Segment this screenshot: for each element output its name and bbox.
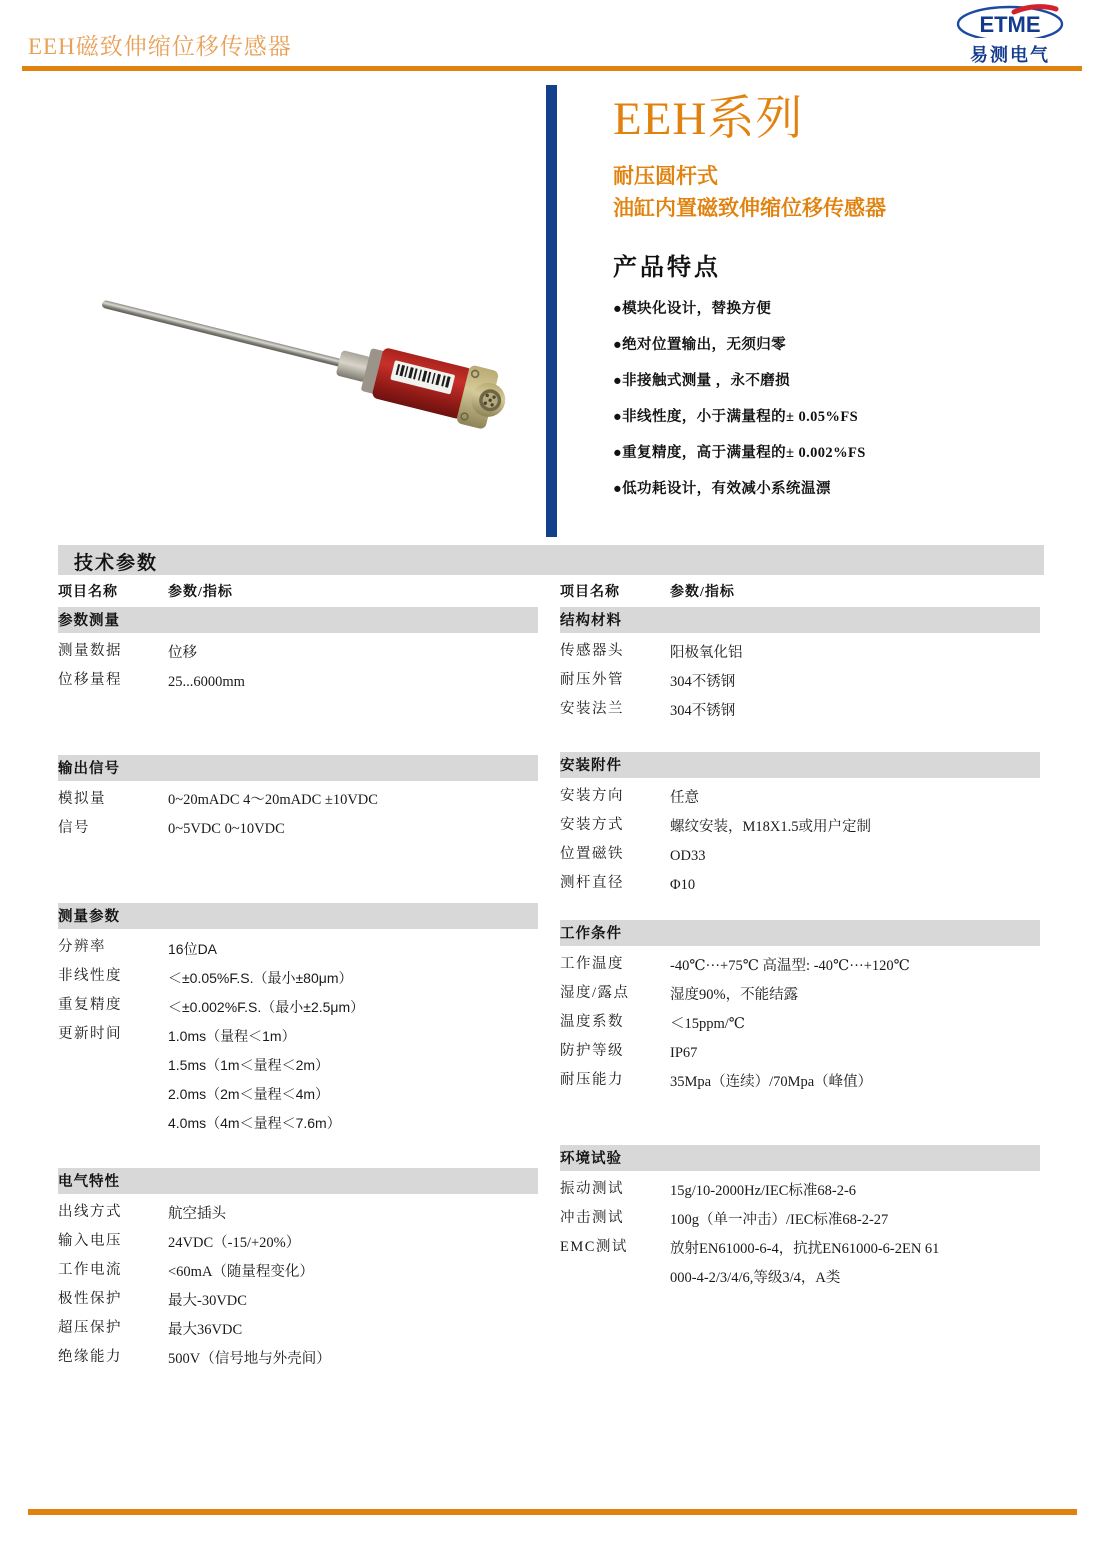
spec-section-band: [58, 1168, 538, 1194]
spec-row-label: 防护等级: [560, 1043, 624, 1059]
spec-rows: [560, 946, 1040, 1097]
spec-rows: [560, 778, 1040, 900]
spec-row-label: 位移量程: [58, 672, 122, 688]
spec-row-label: 工作温度: [560, 956, 624, 972]
left-sections-container: [58, 607, 538, 1374]
column-header-name: 项目名称: [560, 585, 620, 600]
spec-row-value: 1.5ms（1m＜量程＜2m）: [168, 1057, 330, 1073]
spec-section: [58, 903, 538, 1138]
spec-row-value: 最大36VDC: [168, 1322, 243, 1338]
spec-row-value: 0~5VDC 0~10VDC: [168, 821, 285, 837]
spec-row-value: -40℃···+75℃ 高温型: -40℃···+120℃: [670, 958, 910, 974]
spec-row-value: 15g/10-2000Hz/IEC标准68-2-6: [670, 1183, 857, 1199]
feature-item: ●重复精度，高于满量程的± 0.002%FS: [613, 444, 866, 461]
vertical-divider: [546, 85, 557, 537]
spec-row-values: [670, 1010, 1040, 1039]
section-spacer: [58, 697, 538, 755]
logo-brand-text: ETME: [979, 12, 1041, 37]
spec-row: [560, 842, 1040, 871]
subtitle-line-2: 油缸内置磁致伸缩位移传感器: [613, 196, 886, 221]
spec-section-title: 环境试验: [560, 1151, 622, 1167]
spec-row-label: 分辨率: [58, 939, 106, 955]
spec-row: [560, 981, 1040, 1010]
section-spacer: [560, 900, 1040, 920]
spec-row-values: [168, 639, 538, 668]
product-subtitle: [613, 160, 1083, 225]
spec-row: [58, 993, 538, 1022]
spec-section-band: [58, 607, 538, 633]
spec-row-values: [670, 813, 1040, 842]
hero-text-block: [613, 94, 1083, 498]
spec-row: [560, 952, 1040, 981]
specs-title: 技术参数: [74, 553, 159, 574]
spec-rows: [58, 1194, 538, 1374]
spec-section: [58, 607, 538, 697]
specs-column-left: [58, 581, 538, 1374]
spec-row-label: 更新时间: [58, 1026, 122, 1042]
spec-row-value: ＜15ppm/℃: [670, 1016, 746, 1032]
spec-row-label: 非线性度: [58, 968, 122, 984]
spec-row-value: 2.0ms（2m＜量程＜4m）: [168, 1086, 330, 1102]
spec-row-value: 000-4-2/3/4/6,等级3/4，A类: [670, 1270, 841, 1286]
spec-row-value: 阳极氧化铝: [670, 645, 743, 661]
spec-row-value: 放射EN61000-6-4，抗扰EN61000-6-2EN 61: [670, 1241, 940, 1257]
spec-row-value: 航空插头: [168, 1206, 226, 1222]
spec-row-values: [670, 639, 1040, 668]
spec-row-values: [670, 1177, 1040, 1206]
spec-row: [560, 813, 1040, 842]
spec-row: [58, 935, 538, 964]
spec-row-values: [168, 1345, 538, 1374]
spec-row: [560, 697, 1040, 726]
feature-item: ●绝对位置输出，无须归零: [613, 336, 787, 353]
subtitle-line-1: 耐压圆杆式: [613, 163, 718, 188]
spec-row-label: 湿度/露点: [560, 985, 630, 1001]
spec-row: [58, 1200, 538, 1229]
spec-row-values: [168, 993, 538, 1022]
product-photo: [75, 227, 525, 487]
spec-section-band: [560, 1145, 1040, 1171]
spec-row-label: 极性保护: [58, 1291, 122, 1307]
spec-row: [560, 1010, 1040, 1039]
spec-row-values: [670, 1235, 1040, 1293]
spec-row: [560, 1039, 1040, 1068]
column-header-value: 参数/指标: [168, 585, 233, 600]
spec-row-value: 25...6000mm: [168, 674, 245, 690]
column-header-value: 参数/指标: [670, 585, 735, 600]
spec-section-title: 工作条件: [560, 926, 622, 942]
spec-row-label: 耐压外管: [560, 672, 624, 688]
spec-row: [560, 668, 1040, 697]
spec-section-title: 参数测量: [58, 613, 120, 629]
spec-row-value: 0~20mADC 4～20mADC ±10VDC: [168, 792, 378, 808]
section-spacer: [560, 1097, 1040, 1145]
spec-row-label: 绝缘能力: [58, 1349, 122, 1365]
spec-section-band: [560, 920, 1040, 946]
features-list: [613, 297, 1083, 498]
spec-row-label: 位置磁铁: [560, 846, 624, 862]
spec-row-value: Φ10: [670, 877, 696, 893]
spec-section-band: [58, 755, 538, 781]
feature-item: ●非接触式测量 ，永不磨损: [613, 372, 791, 389]
spec-row-label: 信号: [58, 820, 90, 836]
feature-item: ●非线性度，小于满量程的± 0.05%FS: [613, 408, 859, 425]
spec-row-label: 冲击测试: [560, 1210, 624, 1226]
spec-row-label: 安装法兰: [560, 701, 624, 717]
spec-row-values: [168, 1200, 538, 1229]
spec-section-band: [560, 752, 1040, 778]
spec-row-values: [168, 668, 538, 697]
spec-row-label: 测杆直径: [560, 875, 624, 891]
spec-row-values: [670, 1068, 1040, 1097]
spec-row-values: [168, 935, 538, 964]
spec-row-label: 模拟量: [58, 791, 106, 807]
spec-row-label: 输入电压: [58, 1233, 122, 1249]
spec-row: [58, 816, 538, 845]
spec-row-label: 测量数据: [58, 643, 122, 659]
spec-row: [58, 1345, 538, 1374]
spec-section: [58, 1168, 538, 1374]
feature-item: ●模块化设计，替换方便: [613, 300, 772, 317]
spec-row: [58, 787, 538, 816]
series-title: EEH系列: [613, 93, 804, 145]
spec-row-value: 任意: [670, 790, 699, 806]
spec-section-title: 结构材料: [560, 613, 622, 629]
spec-section: [560, 920, 1040, 1097]
features-heading: 产品特点: [613, 254, 721, 281]
spec-section: [58, 755, 538, 845]
spec-rows: [560, 1171, 1040, 1293]
section-spacer: [560, 726, 1040, 752]
spec-row-value: IP67: [670, 1045, 698, 1061]
spec-row-value: 35Mpa（连续）/70Mpa（峰值）: [670, 1074, 873, 1090]
spec-row-values: [670, 697, 1040, 726]
spec-row-value: ＜±0.002%F.S.（最小±2.5μm）: [168, 999, 365, 1015]
spec-row-value: 4.0ms（4m＜量程＜7.6m）: [168, 1115, 341, 1131]
spec-row-value: 16位DA: [168, 941, 218, 957]
spec-row: [560, 1177, 1040, 1206]
spec-row-value: 1.0ms（量程＜1m）: [168, 1028, 296, 1044]
spec-row-label: 工作电流: [58, 1262, 122, 1278]
specs-column-right: [560, 581, 1040, 1293]
spec-row: [560, 1068, 1040, 1097]
spec-row-values: [168, 816, 538, 843]
spec-row-value: 24VDC（-15/+20%）: [168, 1235, 301, 1251]
spec-row-values: [168, 1022, 538, 1138]
spec-row: [58, 1258, 538, 1287]
spec-row: [58, 1229, 538, 1258]
spec-row: [560, 871, 1040, 900]
spec-row-values: [168, 1258, 538, 1287]
spec-row-values: [670, 1039, 1040, 1068]
spec-rows: [58, 781, 538, 845]
spec-row-label: 安装方向: [560, 788, 624, 804]
spec-row: [58, 1022, 538, 1138]
company-logo: [944, 4, 1076, 66]
hero-section: [0, 72, 1102, 537]
spec-section-band: [58, 903, 538, 929]
right-sections-container: [560, 607, 1040, 1293]
logo-brand-cn: 易测电气: [970, 45, 1050, 65]
spec-section-band: [560, 607, 1040, 633]
spec-row: [58, 1287, 538, 1316]
spec-row: [58, 964, 538, 993]
spec-row-values: [670, 871, 1040, 900]
spec-row-value: 螺纹安装，M18X1.5或用户定制: [670, 819, 871, 835]
column-header-left: [58, 581, 538, 607]
spec-row-values: [670, 842, 1040, 871]
spec-section-title: 安装附件: [560, 758, 622, 774]
feature-item: ●低功耗设计，有效减小系统温漂: [613, 480, 831, 497]
spec-row: [560, 1206, 1040, 1235]
spec-row-value: OD33: [670, 848, 706, 864]
spec-row-label: 传感器头: [560, 643, 624, 659]
spec-row-values: [168, 787, 538, 814]
spec-row: [560, 1235, 1040, 1293]
spec-row-values: [168, 1229, 538, 1258]
page-title: EEH磁致伸缩位移传感器: [28, 34, 292, 59]
spec-row-value: <60mA（随量程变化）: [168, 1264, 314, 1280]
spec-row-label: 重复精度: [58, 997, 122, 1013]
spec-row: [58, 639, 538, 668]
spec-row: [58, 668, 538, 697]
spec-row-label: EMC测试: [560, 1239, 628, 1255]
spec-row-value: 位移: [168, 645, 197, 661]
spec-row-value: 304不锈钢: [670, 674, 736, 690]
spec-row-label: 出线方式: [58, 1204, 122, 1220]
spec-row-values: [168, 1287, 538, 1316]
spec-row-label: 超压保护: [58, 1320, 122, 1336]
spec-rows: [58, 929, 538, 1138]
spec-row: [560, 639, 1040, 668]
page-header: [0, 0, 1102, 72]
specs-title-band: [58, 545, 1044, 575]
spec-row-values: [670, 981, 1040, 1010]
spec-rows: [560, 633, 1040, 726]
spec-row-value: 湿度90%，不能结露: [670, 987, 799, 1003]
spec-row-value: ＜±0.05%F.S.（最小±80μm）: [168, 970, 353, 986]
column-header-right: [560, 581, 1040, 607]
footer-divider-rule: [28, 1509, 1077, 1515]
spec-section: [560, 752, 1040, 900]
spec-row-label: 安装方式: [560, 817, 624, 833]
spec-section-title: 电气特性: [58, 1174, 120, 1190]
spec-row-label: 振动测试: [560, 1181, 624, 1197]
spec-section: [560, 607, 1040, 726]
spec-row-values: [670, 784, 1040, 813]
spec-row-values: [670, 952, 1040, 981]
spec-row-label: 温度系数: [560, 1014, 624, 1030]
spec-row-value: 100g（单一冲击）/IEC标准68-2-27: [670, 1212, 889, 1228]
spec-row-value: 500V（信号地与外壳间）: [168, 1351, 331, 1367]
spec-row-label: 耐压能力: [560, 1072, 624, 1088]
column-header-name: 项目名称: [58, 585, 118, 600]
spec-row-value: 304不锈钢: [670, 703, 736, 719]
spec-rows: [58, 633, 538, 697]
spec-section-title: 输出信号: [58, 761, 120, 777]
spec-row: [58, 1316, 538, 1345]
spec-row-values: [670, 668, 1040, 697]
spec-section: [560, 1145, 1040, 1293]
spec-section-title: 测量参数: [58, 909, 120, 925]
section-spacer: [58, 1138, 538, 1168]
section-spacer: [58, 845, 538, 903]
spec-row-values: [168, 1316, 538, 1345]
spec-row-values: [168, 964, 538, 993]
header-divider-rule: [22, 66, 1082, 71]
spec-row-value: 最大-30VDC: [168, 1293, 247, 1309]
spec-row-values: [670, 1206, 1040, 1235]
spec-row: [560, 784, 1040, 813]
